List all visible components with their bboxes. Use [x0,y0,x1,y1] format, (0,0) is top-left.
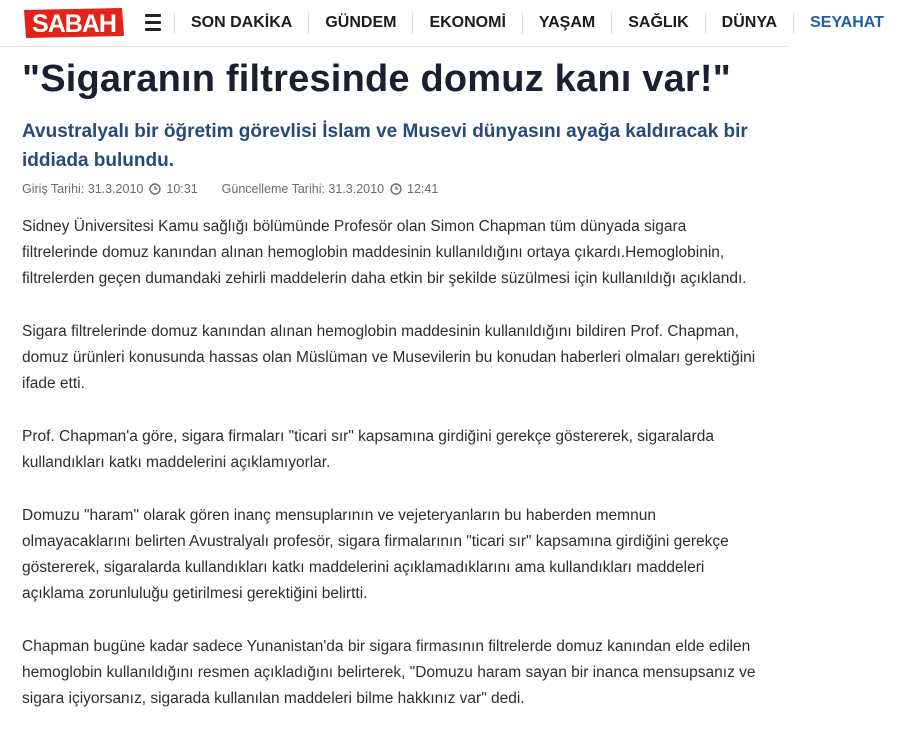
top-navigation-bar [0,0,884,47]
article-paragraph: Domuzu "haram" olarak gören inanç mensuplarının ve vejeteryanların bu haberden memnun olmayacaklarını belirten Avustralyalı profesör, sigara firmalarının "ticari sır" kapsamına girdiğini gerekçe göstererek, sigaralarda kullandıkları katkı maddelerini açıklamadıklarını ama kullandıkları maddeleri açıklama zorunluluğu getirilmesi gerektiğini belirtti. [22,507,729,602]
published-time: 10:31 [166,182,198,196]
article-paragraph: Chapman bugüne kadar sadece Yunanistan'da bir sigara firmasının filtrelerde domuz kanından elde edilen hemoglobin kullanıldığını resmen açıkladığını belirterek, "Domuzu haram sayan bir inanca mensupsanız ve sigara içiyorsanız, sigarada kullanılan maddeleri bilme hakkınız var" dedi. [22,638,756,707]
updated-date [222,182,439,196]
article-body [22,214,766,712]
article-dates [22,182,766,196]
nav-item-saglik[interactable]: SAĞLIK [611,12,704,34]
clock-icon [149,183,161,195]
nav-item-ekonomi[interactable]: EKONOMİ [412,12,521,34]
article-spot: Avustralyalı bir öğretim görevlisi İslam ve Musevi dünyasını ayağa kaldıracak bir iddiada bulundu. [22,121,748,171]
published-label: Giriş Tarihi: 31.3.2010 [22,182,144,196]
article-paragraph: Prof. Chapman'a göre, sigara firmaları "ticari sır" kapsamına girdiğini gerekçe göstererek, sigaralarda kullandıkları katkı maddelerini açıklamıyorlar. [22,428,714,471]
article [0,47,788,712]
clock-icon [390,183,402,195]
main-nav [174,0,900,46]
updated-label: Güncelleme Tarihi: 31.3.2010 [221,182,385,196]
nav-item-son-dakika[interactable]: SON DAKİKA [174,12,308,34]
nav-item-dunya[interactable]: DÜNYA [705,12,793,34]
sabah-logo-image [22,6,126,40]
nav-item-yasam[interactable]: YAŞAM [522,12,611,34]
published-date [22,182,198,196]
sabah-logo[interactable] [22,6,126,40]
nav-item-seyahat[interactable]: SEYAHAT [793,12,900,34]
article-paragraph: Sigara filtrelerinde domuz kanından alınan hemoglobin maddesinin kullanıldığını bildiren Prof. Chapman, domuz ürünleri konusunda hassas olan Müslüman ve Musevilerin bu konudan haberleri olmaları gerektiğini ifade etti. [22,323,756,392]
article-title: "Sigaranın filtresinde domuz kanı var!" [22,58,731,100]
hamburger-menu-icon[interactable] [145,14,161,31]
updated-time: 12:41 [407,182,439,196]
nav-item-gundem[interactable]: GÜNDEM [308,12,412,34]
logo-text: SABAH [32,10,116,38]
article-paragraph: Sidney Üniversitesi Kamu sağlığı bölümünde Profesör olan Simon Chapman tüm dünyada sigara filtrelerinde domuz kanından alınan hemoglobin maddesinin kullanıldığını ortaya çıkardı.Hemoglobinin, filtrelerden geçen dumandaki zehirli maddelerin daha etkin bir şekilde süzülmesi için kullanıldığı açıklandı. [22,218,747,287]
